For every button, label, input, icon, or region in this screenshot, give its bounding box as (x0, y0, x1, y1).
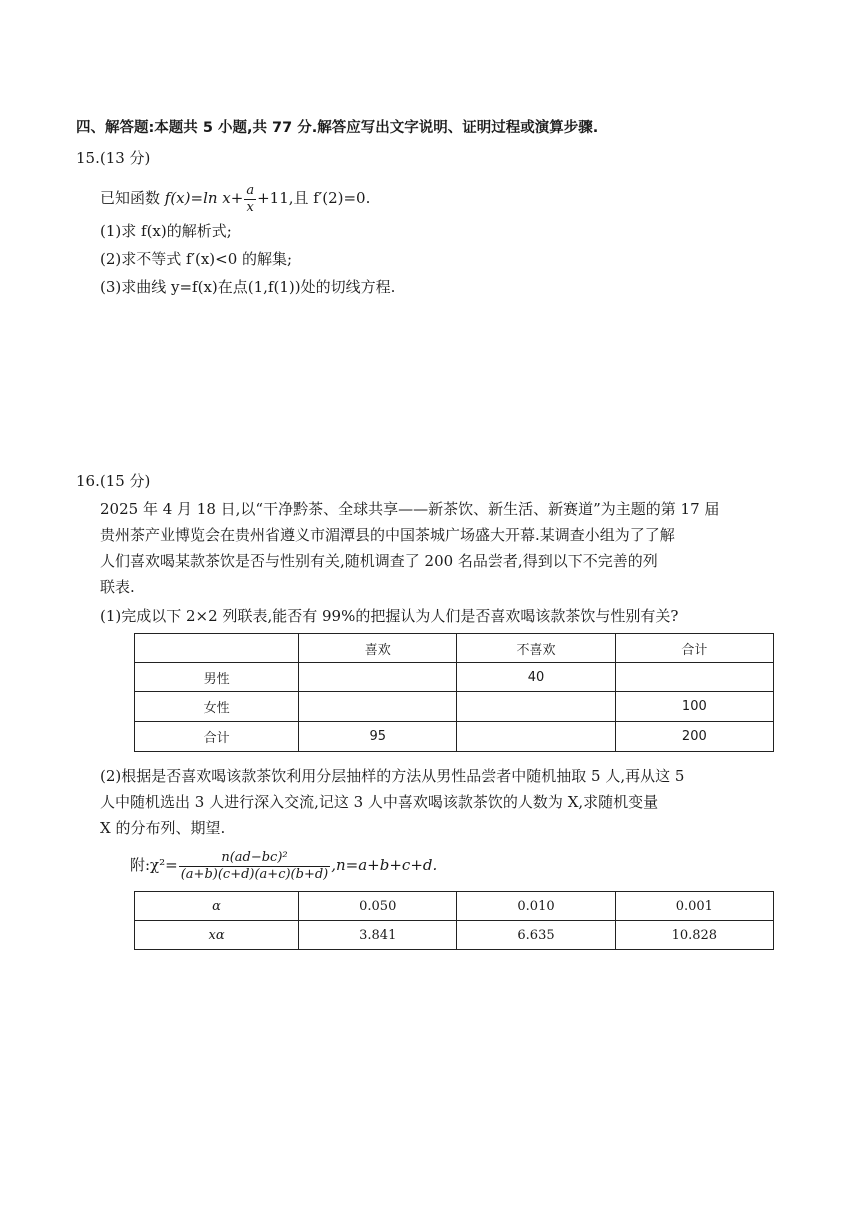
q16-part2-line: (2)根据是否喜欢喝该款茶饮利用分层抽样的方法从男性品尝者中随机抽取 5 人,再从这 5 (100, 767, 685, 785)
table-cell: 合计 (615, 634, 773, 663)
table-cell: 0.001 (615, 892, 773, 921)
formula-suffix: ,n=a+b+c+d. (331, 856, 438, 874)
chi-square-fraction (179, 850, 331, 883)
q16-intro-line: 人们喜欢喝某款茶饮是否与性别有关,随机调查了 200 名品尝者,得到以下不完善的列 (100, 552, 658, 570)
table-cell (299, 692, 457, 722)
table-row (135, 663, 774, 692)
q15-frac-den: x (244, 199, 256, 216)
table-cell: 3.841 (299, 921, 457, 950)
table-row (135, 692, 774, 722)
section-heading: 四、解答题:本题共 5 小题,共 77 分.解答应写出文字说明、证明过程或演算步骤. (76, 120, 599, 136)
q16-number: 16.(15 分) (76, 472, 151, 490)
q15-part2: (2)求不等式 f′(x)<0 的解集; (100, 250, 293, 268)
formula-prefix: 附:χ²= (130, 856, 178, 874)
table-cell: 100 (615, 692, 773, 722)
table-cell: 40 (457, 663, 615, 692)
table-cell: 6.635 (457, 921, 615, 950)
table-cell: xα (135, 921, 299, 950)
table-cell (615, 663, 773, 692)
q15-part3: (3)求曲线 y=f(x)在点(1,f(1))处的切线方程. (100, 278, 396, 296)
table-cell: 0.050 (299, 892, 457, 921)
formula-denominator: (a+b)(c+d)(a+c)(b+d) (180, 866, 329, 882)
table-cell: 女性 (135, 692, 299, 722)
table-cell: 男性 (135, 663, 299, 692)
table-cell (457, 722, 615, 752)
table-cell (299, 663, 457, 692)
q15-stem (100, 180, 370, 216)
table-cell (135, 634, 299, 663)
table-cell: 95 (299, 722, 457, 752)
table-cell: 10.828 (615, 921, 773, 950)
table-cell: 不喜欢 (457, 634, 615, 663)
table-cell: 合计 (135, 722, 299, 752)
table-cell (457, 692, 615, 722)
critical-value-table (134, 891, 774, 950)
table-cell: 0.010 (457, 892, 615, 921)
table-row (135, 722, 774, 752)
q15-stem-prefix: 已知函数 (100, 189, 165, 207)
chi-square-formula (130, 846, 437, 884)
q16-intro-line: 贵州茶产业博览会在贵州省遵义市湄潭县的中国茶城广场盛大开幕.某调查小组为了了解 (100, 526, 675, 544)
table-cell: 200 (615, 722, 773, 752)
q16-part2-line: 人中随机选出 3 人进行深入交流,记这 3 人中喜欢喝该款茶饮的人数为 X,求随机变量 (100, 793, 659, 811)
q15-stem-func: f(x)=ln x+ (164, 189, 244, 207)
table-cell: α (135, 892, 299, 921)
table-row (135, 921, 774, 950)
table-row (135, 892, 774, 921)
q16-intro-line: 2025 年 4 月 18 日,以“干净黔茶、全球共享——新茶饮、新生活、新赛道”为主题的第 17 届 (100, 500, 720, 518)
contingency-table (134, 633, 774, 752)
q15-part1: (1)求 f(x)的解析式; (100, 222, 232, 240)
q15-stem-suffix: +11,且 f′(2)=0. (257, 189, 371, 207)
q16-intro-line: 联表. (100, 578, 135, 596)
q16-part2-line: X 的分布列、期望. (100, 819, 226, 837)
table-row (135, 634, 774, 663)
table-cell: 喜欢 (299, 634, 457, 663)
q15-fraction (244, 183, 256, 216)
formula-numerator: n(ad−bc)² (221, 849, 288, 865)
q16-part1: (1)完成以下 2×2 列联表,能否有 99%的把握认为人们是否喜欢喝该款茶饮与性别有关? (100, 607, 679, 625)
q15-number: 15.(13 分) (76, 149, 151, 167)
q15-frac-num: a (246, 182, 255, 198)
